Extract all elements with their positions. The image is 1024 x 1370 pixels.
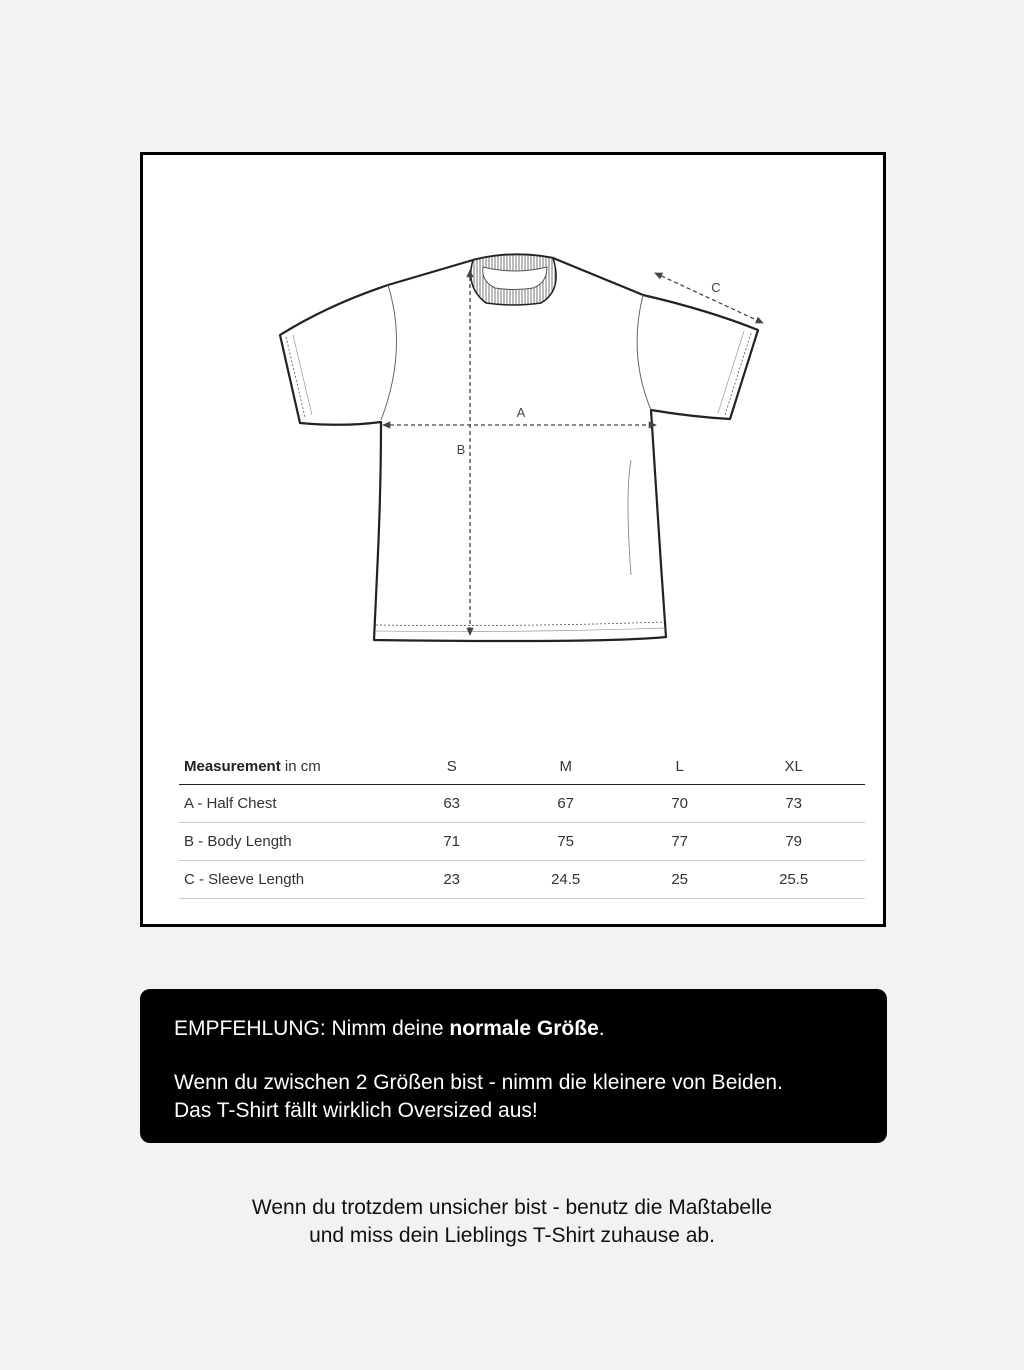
table-row: [179, 823, 865, 861]
size-header-xl: XL: [722, 748, 865, 785]
label-c: C: [711, 280, 721, 295]
footer-hint: [0, 1194, 1024, 1250]
table-cell: 70: [637, 785, 722, 823]
recommendation-detail: Wenn du zwischen 2 Größen bist - nimm die kleinere von Beiden. Das T-Shirt fällt wirklich Oversized aus!: [174, 1071, 783, 1122]
table-header-row: [179, 748, 865, 785]
table-cell: 63: [409, 785, 494, 823]
table-cell: 67: [494, 785, 637, 823]
table-cell: 25.5: [722, 861, 865, 899]
table-row: [179, 785, 865, 823]
label-a: A: [516, 405, 526, 420]
row-label: B - Body Length: [179, 823, 409, 861]
row-label: C - Sleeve Length: [179, 861, 409, 899]
tshirt-outline: [280, 254, 758, 641]
footer-line-2: und miss dein Lieblings T-Shirt zuhause ab.: [309, 1224, 715, 1247]
size-chart-card: [140, 152, 886, 927]
table-cell: 25: [637, 861, 722, 899]
size-table: [179, 748, 865, 899]
table-row: [179, 861, 865, 899]
size-header-l: L: [637, 748, 722, 785]
measurement-header: Measurement in cm: [179, 748, 409, 785]
recommendation-line: EMPFEHLUNG: Nimm deine normale Größe.: [174, 1017, 605, 1040]
table-cell: 79: [722, 823, 865, 861]
size-header-s: S: [409, 748, 494, 785]
table-cell: 71: [409, 823, 494, 861]
label-b: B: [456, 442, 466, 457]
size-header-m: M: [494, 748, 637, 785]
recommendation-box: [140, 989, 887, 1143]
table-cell: 77: [637, 823, 722, 861]
row-label: A - Half Chest: [179, 785, 409, 823]
table-cell: 23: [409, 861, 494, 899]
recommendation-emphasis: normale Größe: [449, 1017, 599, 1040]
table-cell: 75: [494, 823, 637, 861]
tshirt-diagram: [143, 155, 883, 715]
table-cell: 73: [722, 785, 865, 823]
table-cell: 24.5: [494, 861, 637, 899]
footer-line-1: Wenn du trotzdem unsicher bist - benutz die Maßtabelle: [251, 1196, 773, 1219]
